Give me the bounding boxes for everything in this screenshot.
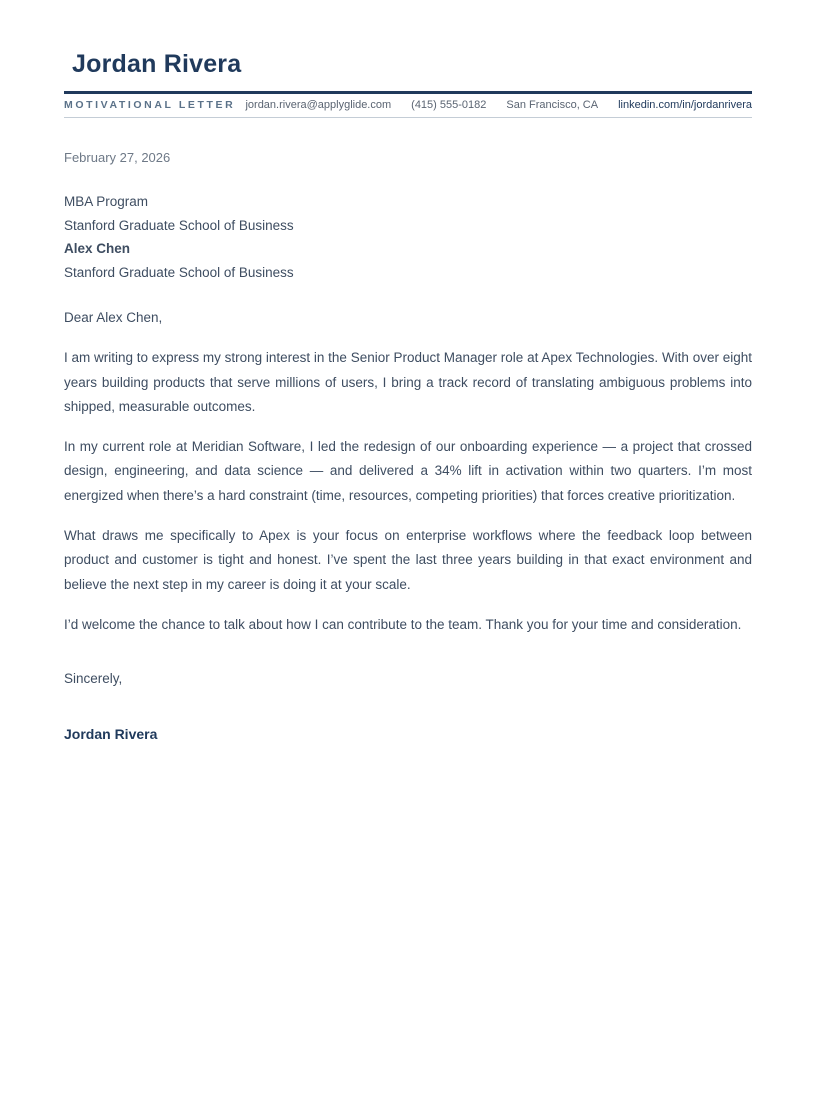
letter-date: February 27, 2026 — [64, 150, 171, 165]
signature-name: Jordan Rivera — [64, 725, 158, 742]
recipient-school-2: Stanford Graduate School of Business — [64, 264, 294, 280]
body-paragraph-3: What draws me specifically to Apex is your focus on enterprise workflows where the feedback loop between product and customer is tight and honest. I’ve spent the last three years building in that exact environment and believe the next step in my career is doing it at your scale. — [64, 528, 752, 592]
body-paragraph-4: I’d welcome the chance to talk about how I can contribute to the team. Thank you for your time and consideration. — [64, 616, 742, 632]
salutation: Dear Alex Chen, — [64, 310, 163, 325]
recipient-school: Stanford Graduate School of Business — [64, 217, 294, 233]
header-divider-bar — [64, 91, 752, 118]
recipient-name: Alex Chen — [64, 241, 131, 256]
page-title: Jordan Rivera — [72, 50, 242, 78]
body-paragraph-2: In my current role at Meridian Software, I led the redesign of our onboarding experience — a project that crossed design, engineering, and data science — and delivered a 34% lift in activation within two quarters. I’m most energized when there’s a hard constraint (time, resources, competing priorities) that forces creative prioritization. — [64, 439, 752, 503]
closing-line: Sincerely, — [64, 671, 123, 687]
letter-body — [64, 306, 752, 637]
recipient-block — [64, 190, 752, 284]
contact-row — [245, 98, 752, 112]
contact-phone: (415) 555-0182 — [411, 99, 487, 111]
document-type-label: MOTIVATIONAL LETTER — [64, 99, 236, 111]
contact-location: San Francisco, CA — [506, 99, 599, 111]
recipient-program: MBA Program — [64, 194, 149, 209]
contact-linkedin-link[interactable]: linkedin.com/in/jordanrivera — [618, 99, 752, 111]
body-paragraph-1: I am writing to express my strong interest in the Senior Product Manager role at Apex Technologies. With over eight years building products that serve millions of users, I bring a track record of translating ambiguous problems into shipped, measurable outcomes. — [64, 350, 752, 414]
contact-email: jordan.rivera@applyglide.com — [245, 99, 392, 111]
